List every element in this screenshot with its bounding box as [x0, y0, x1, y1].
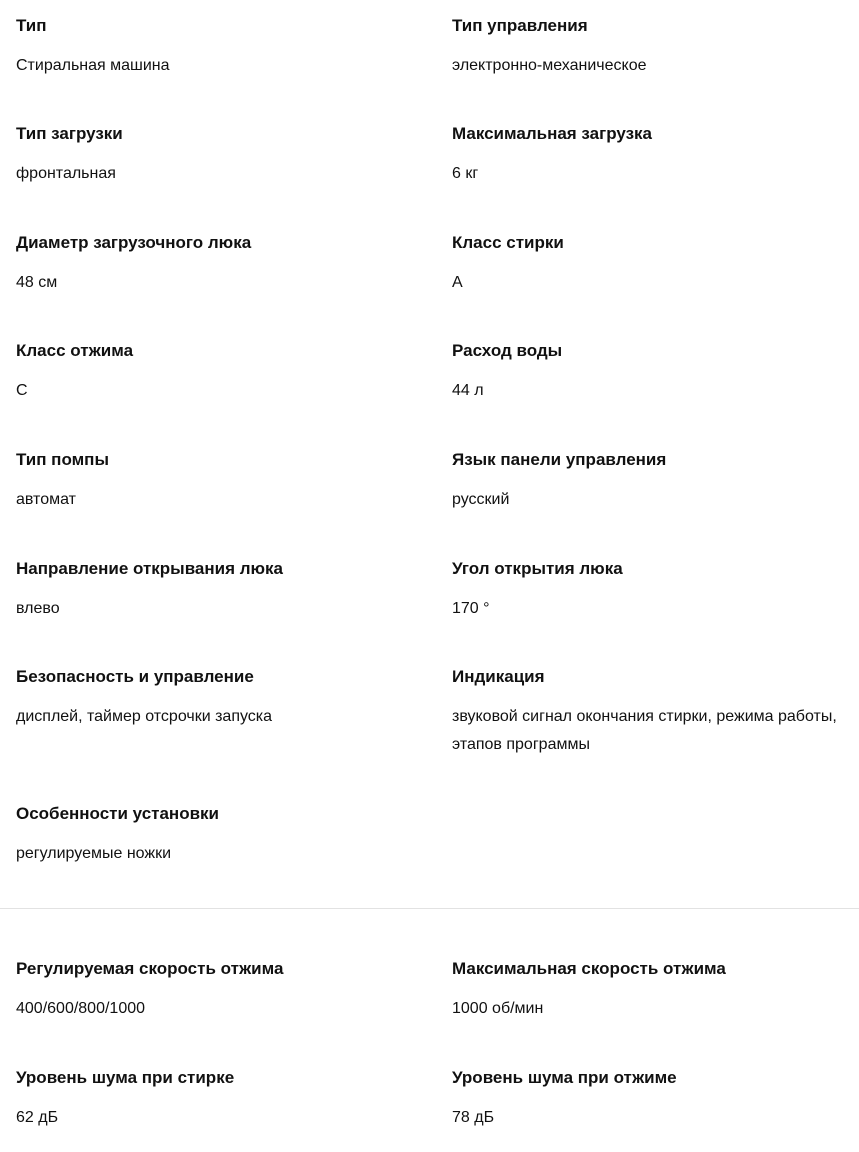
spec-label: Тип управления: [452, 16, 588, 35]
spec-label: Угол открытия люка: [452, 559, 623, 578]
spec-safety-control: [16, 667, 416, 731]
spec-value: 78 дБ: [452, 1109, 495, 1126]
spec-hatch-direction: [16, 559, 416, 623]
spec-label: Диаметр загрузочного люка: [16, 233, 252, 252]
spec-pump-type: [16, 450, 416, 514]
spec-label: Индикация: [452, 667, 545, 686]
spec-installation: [16, 804, 416, 868]
spec-label: Расход воды: [452, 341, 563, 360]
spec-value: 1000 об/мин: [452, 1000, 544, 1017]
spec-value: Стиральная машина: [16, 57, 170, 74]
spec-spin-class: [16, 341, 416, 405]
spec-value: A: [452, 274, 463, 291]
spec-indication: [452, 667, 852, 759]
spec-panel-language: [452, 450, 852, 514]
spec-label: Регулируемая скорость отжима: [16, 959, 284, 978]
spec-label: Класс отжима: [16, 341, 134, 360]
spec-label: Особенности установки: [16, 804, 219, 823]
spec-value: электронно-механическое: [452, 57, 647, 74]
spec-label: Направление открывания люка: [16, 559, 284, 578]
spec-type: [16, 16, 416, 80]
spec-value: 170 °: [452, 600, 490, 617]
spec-value: 44 л: [452, 382, 484, 399]
spec-value: 62 дБ: [16, 1109, 59, 1126]
spec-value: дисплей, таймер отсрочки запуска: [16, 708, 273, 725]
spec-control-type: [452, 16, 852, 80]
spec-label: Класс стирки: [452, 233, 564, 252]
spec-label: Тип загрузки: [16, 124, 123, 143]
spec-label: Максимальная загрузка: [452, 124, 652, 143]
spec-max-load: [452, 124, 852, 188]
section-divider: [0, 908, 859, 909]
spec-wash-class: [452, 233, 852, 297]
spec-max-spin: [452, 959, 852, 1023]
spec-spin-noise: [452, 1068, 852, 1132]
spec-adjustable-spin: [16, 959, 416, 1023]
spec-value: фронтальная: [16, 165, 116, 182]
spec-hatch-angle: [452, 559, 852, 623]
spec-value: 48 см: [16, 274, 58, 291]
spec-value: автомат: [16, 491, 76, 508]
spec-value: 6 кг: [452, 165, 479, 182]
spec-value: звуковой сигнал окончания стирки, режима работы, этапов программы: [452, 708, 837, 753]
spec-label: Язык панели управления: [452, 450, 667, 469]
spec-load-type: [16, 124, 416, 188]
spec-label: Тип: [16, 16, 47, 35]
spec-water-usage: [452, 341, 852, 405]
spec-wash-noise: [16, 1068, 416, 1132]
spec-label: Уровень шума при отжиме: [452, 1068, 677, 1087]
spec-value: 400/600/800/1000: [16, 1000, 146, 1017]
spec-hatch-diameter: [16, 233, 416, 297]
spec-value: русский: [452, 491, 510, 508]
spec-value: влево: [16, 600, 60, 617]
spec-label: Уровень шума при стирке: [16, 1068, 235, 1087]
spec-label: Безопасность и управление: [16, 667, 254, 686]
spec-label: Тип помпы: [16, 450, 109, 469]
spec-value: регулируемые ножки: [16, 845, 172, 862]
spec-value: C: [16, 382, 28, 399]
spec-label: Максимальная скорость отжима: [452, 959, 726, 978]
